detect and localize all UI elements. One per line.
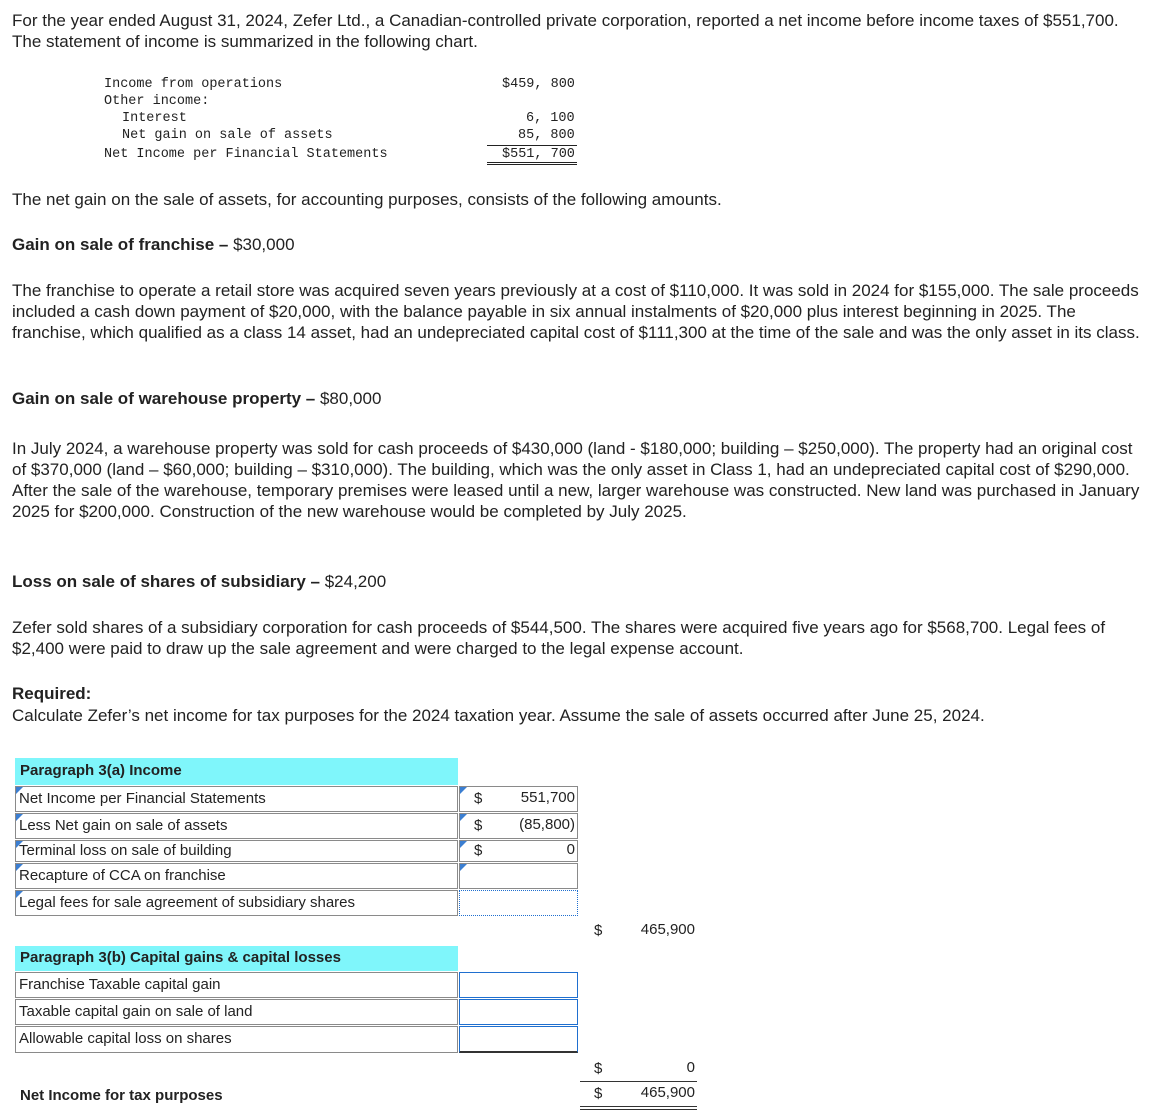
- row-marker-icon: [16, 864, 23, 871]
- net-gain-value: 85, 800: [518, 128, 575, 143]
- required-label: Required:: [12, 684, 92, 703]
- final-rule-2: [580, 1109, 697, 1110]
- value-less-net-gain: (85,800): [519, 816, 575, 833]
- currency-less-net-gain: $: [474, 817, 483, 834]
- row-label-terminal-loss[interactable]: Terminal loss on sale of building: [15, 840, 458, 862]
- row-marker-icon: [16, 787, 23, 794]
- shares-heading: Loss on sale of shares of subsidiary – $24,200: [12, 572, 387, 591]
- row-label-less-net-gain[interactable]: Less Net gain on sale of assets: [15, 813, 458, 839]
- section-b-header: [15, 946, 458, 971]
- value-cell-allowable-loss[interactable]: [459, 1026, 578, 1053]
- warehouse-heading: Gain on sale of warehouse property – $80,000: [12, 389, 382, 408]
- net-gain-intro: The net gain on the sale of assets, for accounting purposes, consists of the following amounts.: [12, 190, 722, 209]
- value-cell-legal-fees[interactable]: [459, 890, 578, 916]
- value-marker-icon: [460, 787, 467, 794]
- net-income-label: Net Income per Financial Statements: [104, 147, 388, 162]
- final-label: Net Income for tax purposes: [20, 1087, 223, 1104]
- final-value: 465,900: [640, 1084, 695, 1101]
- franchise-text: The franchise to operate a retail store was acquired seven years previously at a cost of $110,000. It was sold in 2024 for $155,000. The sale proceeds included a cash down payment of $20,000, with the balance payable in six annual instalments of $20,000 plus interest beginning in 2025. The franchise, which qualified as a class 14 asset, had an undepreciated capital cost of $111,300 at the time of the sale and was the only asset in its class.: [12, 281, 1140, 342]
- value-marker-icon: [460, 864, 467, 871]
- value-cell-land-tcg[interactable]: [459, 999, 578, 1025]
- net-income-value: $551, 700: [502, 147, 575, 162]
- row-label-franchise-tcg[interactable]: Franchise Taxable capital gain: [15, 972, 458, 998]
- required-text: Calculate Zefer’s net income for tax purposes for the 2024 taxation year. Assume the sale of assets occurred after June 25, 2024.: [12, 706, 985, 725]
- final-rule-1: [580, 1106, 697, 1107]
- section-b-title: Paragraph 3(b) Capital gains & capital losses: [20, 949, 341, 966]
- value-cell-recapture[interactable]: [459, 863, 578, 889]
- final-currency: $: [594, 1085, 603, 1102]
- total-rule-1: [487, 162, 577, 163]
- section-a-header: [15, 758, 458, 785]
- net-gain-label: Net gain on sale of assets: [122, 128, 333, 143]
- value-net-income: 551,700: [520, 789, 575, 806]
- row-label-legal-fees[interactable]: Legal fees for sale agreement of subsidiary shares: [15, 890, 458, 916]
- section-b-total-currency: $: [594, 1060, 603, 1077]
- row-label-land-tcg[interactable]: Taxable capital gain on sale of land: [15, 999, 458, 1025]
- income-ops-label: Income from operations: [104, 77, 283, 92]
- value-marker-icon: [460, 841, 467, 848]
- row-marker-icon: [16, 814, 23, 821]
- section-b-total-value: 0: [686, 1059, 695, 1076]
- row-label-recapture[interactable]: Recapture of CCA on franchise: [15, 863, 458, 889]
- other-income-label: Other income:: [104, 94, 210, 109]
- shares-text: Zefer sold shares of a subsidiary corporation for cash proceeds of $544,500. The shares were acquired five years ago for $568,700. Legal fees of $2,400 were paid to draw up the sale agreement and were charged to the legal expense account.: [12, 618, 1106, 658]
- currency-terminal-loss: $: [474, 842, 483, 859]
- warehouse-text: In July 2024, a warehouse property was sold for cash proceeds of $430,000 (land - $180,000; building – $250,000). The property had an original cost of $370,000 (land – $60,000; building – $310,000). The building, which was the only asset in Class 1, had an undepreciated capital cost of $290,000. After the sale of the warehouse, temporary premises were leased until a new, larger warehouse was constructed. New land was purchased in January 2025 for $200,000. Construction of the new warehouse would be completed by July 2025.: [12, 439, 1140, 521]
- value-cell-franchise-tcg[interactable]: [459, 972, 578, 998]
- franchise-heading: Gain on sale of franchise – $30,000: [12, 235, 295, 254]
- row-marker-icon: [16, 891, 23, 898]
- row-label-net-income[interactable]: Net Income per Financial Statements: [15, 786, 458, 812]
- section-a-title: Paragraph 3(a) Income: [20, 762, 182, 779]
- section-a-total-currency: $: [594, 922, 603, 939]
- value-terminal-loss: 0: [566, 841, 575, 858]
- value-marker-icon: [460, 814, 467, 821]
- row-marker-icon: [16, 841, 23, 848]
- interest-label: Interest: [122, 111, 187, 126]
- income-ops-value: $459, 800: [502, 77, 575, 92]
- total-rule-2: [487, 164, 577, 165]
- section-a-total-value: 465,900: [640, 921, 695, 938]
- interest-value: 6, 100: [526, 111, 575, 126]
- intro-text: For the year ended August 31, 2024, Zefer Ltd., a Canadian-controlled private corporation, reported a net income before income taxes of $551,700. The statement of income is summarized in the following chart.: [12, 11, 1119, 51]
- currency-net-income: $: [474, 790, 483, 807]
- subtotal-rule: [487, 145, 577, 146]
- row-label-allowable-loss[interactable]: Allowable capital loss on shares: [15, 1026, 458, 1053]
